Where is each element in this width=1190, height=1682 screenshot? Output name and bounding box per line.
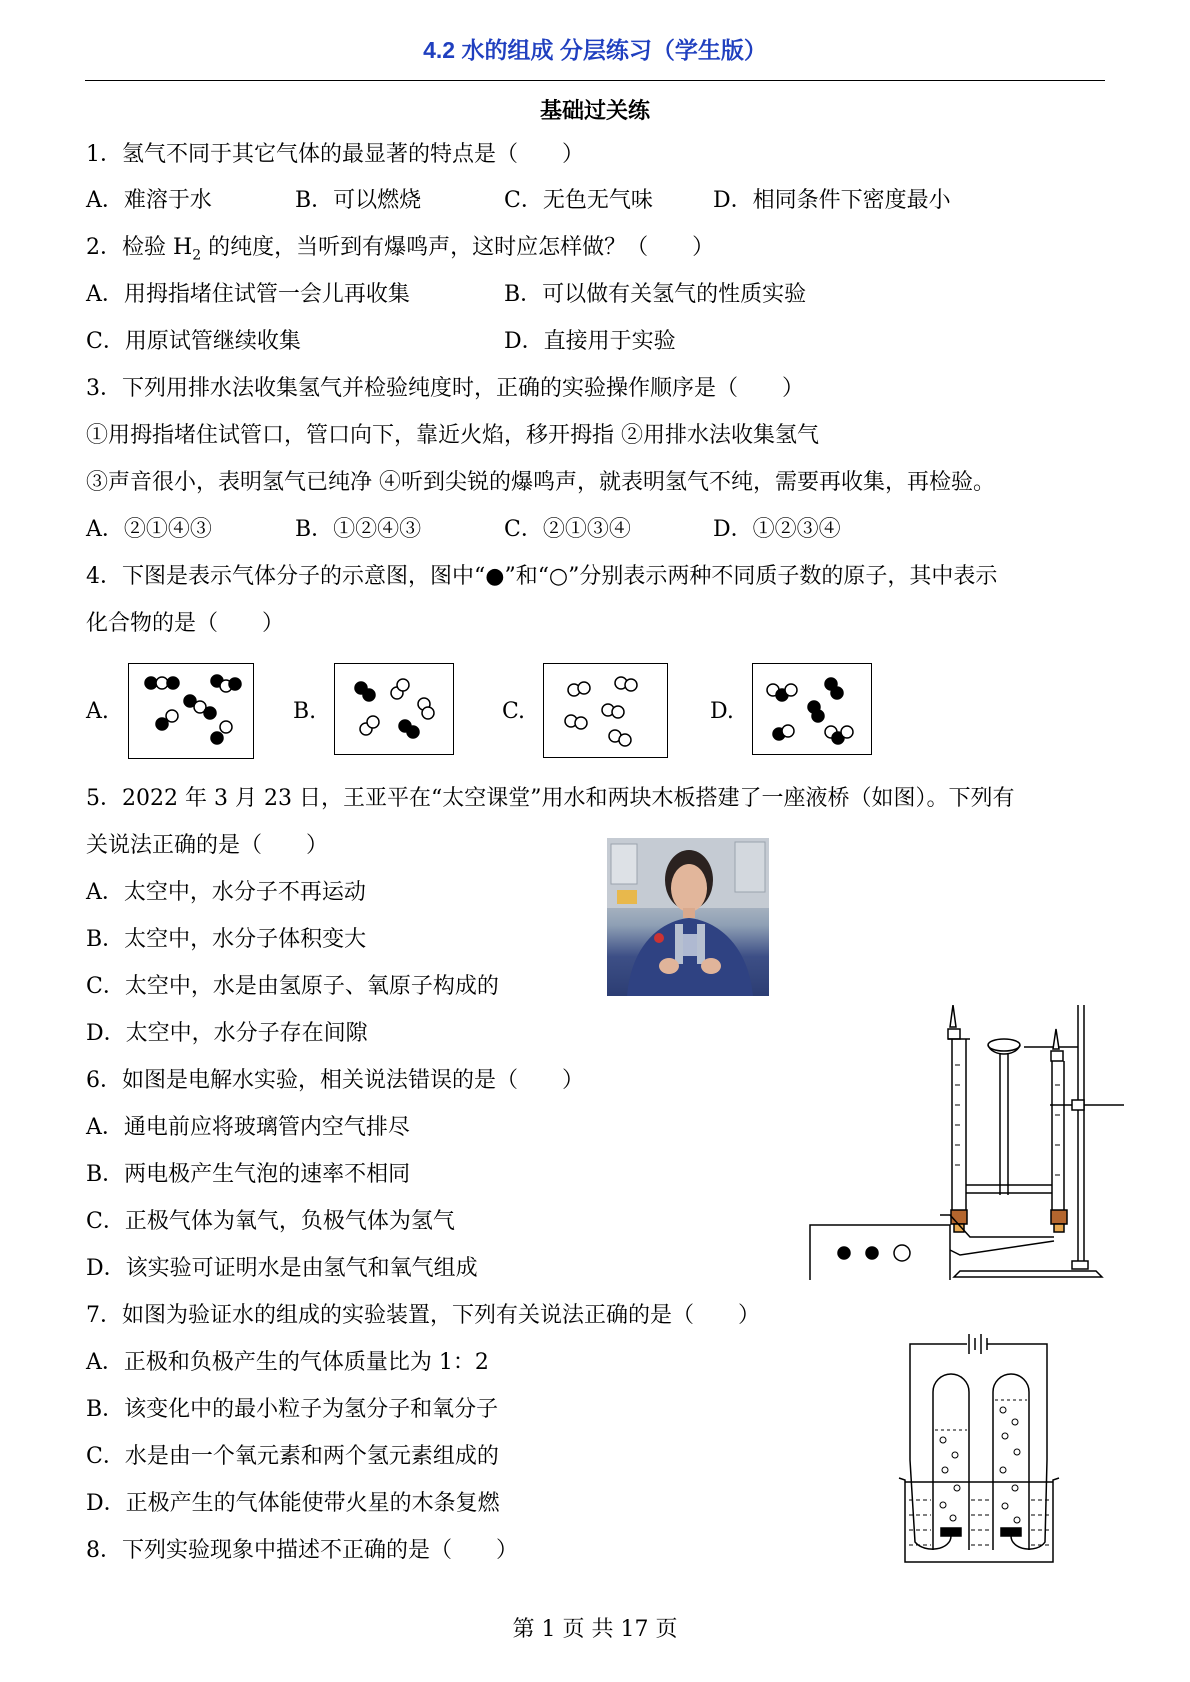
q5-option-d: D．太空中，水分子存在间隙: [86, 1021, 368, 1046]
q7-option-d: D．正极产生的气体能使带火星的木条复燃: [86, 1491, 500, 1516]
q5-stem-line2: 关说法正确的是（ ）: [86, 833, 329, 858]
q2-stem-sub: 2: [192, 247, 202, 264]
q5-stem-line1: 5．2022 年 3 月 23 日，王亚平在“太空课堂”用水和两块木板搭建了一座液桥（如图）。下列有: [86, 786, 1015, 811]
q4-stem-line2: 化合物的是（ ）: [86, 611, 285, 636]
q2-option-c: C．用原试管继续收集: [86, 329, 301, 354]
q1-option-d: D．相同条件下密度最小: [713, 188, 951, 213]
q6-stem: 6．如图是电解水实验，相关说法错误的是（ ）: [86, 1068, 584, 1093]
q4-diagram-b: [334, 663, 454, 755]
q2-stem: [86, 233, 714, 270]
q8-stem: 8．下列实验现象中描述不正确的是（ ）: [86, 1538, 518, 1563]
space-class-photo: [607, 838, 769, 996]
q2-option-b: B．可以做有关氢气的性质实验: [504, 282, 807, 307]
q3-option-b: B．①②④③: [295, 517, 422, 542]
q3-option-d: D．①②③④: [713, 517, 841, 542]
q6-option-d: D．该实验可证明水是由氢气和氧气组成: [86, 1256, 478, 1281]
q2-stem-post: 的纯度，当听到有爆鸣声，这时应怎样做？（ ）: [201, 235, 715, 260]
q4-option-a: A.: [86, 699, 109, 724]
page-footer: 第 1 页 共 17 页: [512, 1617, 678, 1642]
q4-diagram-c: [543, 663, 668, 758]
q2-option-a: A．用拇指堵住试管一会儿再收集: [86, 282, 410, 307]
q3-option-a: A．②①④③: [86, 517, 212, 542]
q4-diagram-a: [128, 663, 254, 759]
q5-option-b: B．太空中，水分子体积变大: [86, 927, 367, 952]
q4-stem-line1: 4．下图是表示气体分子的示意图，图中“●”和“○”分别表示两种不同质子数的原子，其中表示: [86, 564, 998, 589]
q1-stem: 1．氢气不同于其它气体的最显著的特点是（ ）: [86, 142, 584, 167]
water-electrolysis-diagram: [895, 1330, 1075, 1570]
q6-option-c: C．正极气体为氧气，负极气体为氢气: [86, 1209, 455, 1234]
q7-option-a: A．正极和负极产生的气体质量比为 1：2: [86, 1350, 489, 1375]
q1-option-a: A．难溶于水: [86, 188, 212, 213]
molecule-diagram-a: [129, 664, 253, 758]
header-rule: [85, 80, 1105, 81]
q3-option-c: C．②①③④: [504, 517, 631, 542]
q6-option-a: A．通电前应将玻璃管内空气排尽: [86, 1115, 410, 1140]
q5-option-c: C．太空中，水是由氢原子、氧原子构成的: [86, 974, 499, 999]
q1-option-c: C．无色无气味: [504, 188, 653, 213]
page-title: 4.2 水的组成 分层练习（学生版）: [423, 37, 767, 63]
q5-option-a: A．太空中，水分子不再运动: [86, 880, 366, 905]
q3-stem: 3．下列用排水法收集氢气并检验纯度时，正确的实验操作顺序是（ ）: [86, 376, 804, 401]
q4-option-d: D.: [710, 699, 734, 724]
molecule-diagram-b: [335, 664, 453, 754]
q2-stem-pre: 2．检验 H: [86, 235, 193, 260]
electrolysis-apparatus-diagram: [800, 1005, 1130, 1280]
q7-option-c: C．水是由一个氧元素和两个氢元素组成的: [86, 1444, 499, 1469]
q4-option-b: B.: [293, 699, 317, 724]
q6-option-b: B．两电极产生气泡的速率不相同: [86, 1162, 411, 1187]
q7-stem: 7．如图为验证水的组成的实验装置，下列有关说法正确的是（ ）: [86, 1303, 760, 1328]
section-title: 基础过关练: [539, 98, 650, 123]
q3-line1: ①用拇指堵住试管口，管口向下，靠近火焰，移开拇指 ②用排水法收集氢气: [86, 423, 819, 448]
q1-option-b: B．可以燃烧: [295, 188, 422, 213]
astronaut-image: [607, 838, 769, 996]
q3-line2: ③声音很小，表明氢气已纯净 ④听到尖锐的爆鸣声，就表明氢气不纯，需要再收集，再检验。: [86, 470, 995, 495]
q7-option-b: B．该变化中的最小粒子为氢分子和氧分子: [86, 1397, 499, 1422]
q2-option-d: D．直接用于实验: [504, 329, 676, 354]
molecule-diagram-c: [544, 664, 667, 757]
molecule-diagram-d: [753, 664, 871, 754]
q4-diagram-d: [752, 663, 872, 755]
q4-option-c: C.: [502, 699, 526, 724]
